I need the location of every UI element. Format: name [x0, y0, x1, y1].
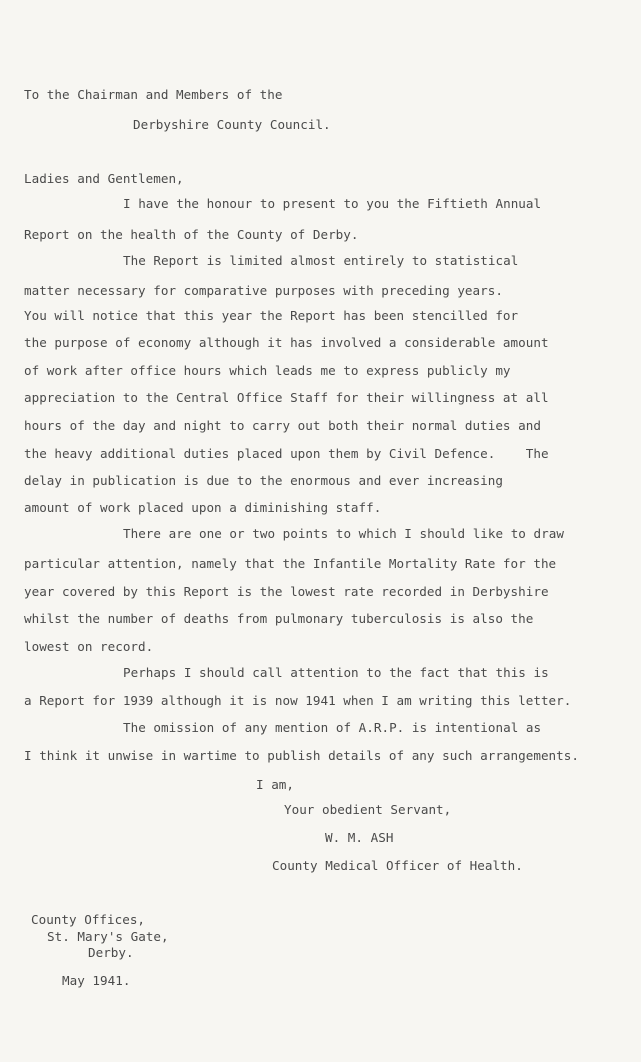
body-line: appreciation to the Central Office Staff for their willingness at all — [24, 390, 549, 405]
body-line: delay in publication is due to the enormous and ever increasing — [24, 473, 503, 488]
signatory-name: W. M. ASH — [325, 830, 394, 845]
body-line: particular attention, namely that the Infantile Mortality Rate for the — [24, 556, 557, 571]
body-line: You will notice that this year the Report has been stencilled for — [24, 308, 519, 323]
body-line: whilst the number of deaths from pulmonary tuberculosis is also the — [24, 611, 534, 626]
signatory-title: County Medical Officer of Health. — [272, 858, 523, 873]
sender-address-line: County Offices, — [31, 912, 146, 927]
complimentary-close: Your obedient Servant, — [284, 802, 452, 817]
recipient-line-1: To the Chairman and Members of the — [24, 87, 283, 102]
body-line: of work after office hours which leads me to express publicly my — [24, 363, 511, 378]
body-line: lowest on record. — [24, 639, 154, 654]
body-line: a Report for 1939 although it is now 1941 when I am writing this letter. — [24, 693, 572, 708]
sender-address-line: St. Mary's Gate, — [47, 929, 169, 944]
body-line: matter necessary for comparative purposes with preceding years. — [24, 283, 503, 298]
body-line: Report on the health of the County of Derby. — [24, 227, 359, 242]
sender-address-line: Derby. — [88, 945, 134, 960]
body-line: year covered by this Report is the lowest rate recorded in Derbyshire — [24, 584, 549, 599]
body-line: the purpose of economy although it has involved a considerable amount — [24, 335, 549, 350]
body-line: The omission of any mention of A.R.P. is intentional as — [123, 720, 542, 735]
salutation: Ladies and Gentlemen, — [24, 171, 184, 186]
body-line: hours of the day and night to carry out both their normal duties and — [24, 418, 541, 433]
body-line: amount of work placed upon a diminishing staff. — [24, 500, 382, 515]
body-line: The Report is limited almost entirely to statistical — [123, 253, 519, 268]
body-line: I have the honour to present to you the Fiftieth Annual — [123, 196, 542, 211]
closing: I am, — [256, 777, 295, 792]
body-line: I think it unwise in wartime to publish details of any such arrangements. — [24, 748, 579, 763]
body-line: There are one or two points to which I should like to draw — [123, 526, 564, 541]
body-line: Perhaps I should call attention to the fact that this is — [123, 665, 549, 680]
recipient-line-2: Derbyshire County Council. — [133, 117, 331, 132]
body-line: the heavy additional duties placed upon them by Civil Defence. The — [24, 446, 549, 461]
letter-date: May 1941. — [62, 973, 131, 988]
